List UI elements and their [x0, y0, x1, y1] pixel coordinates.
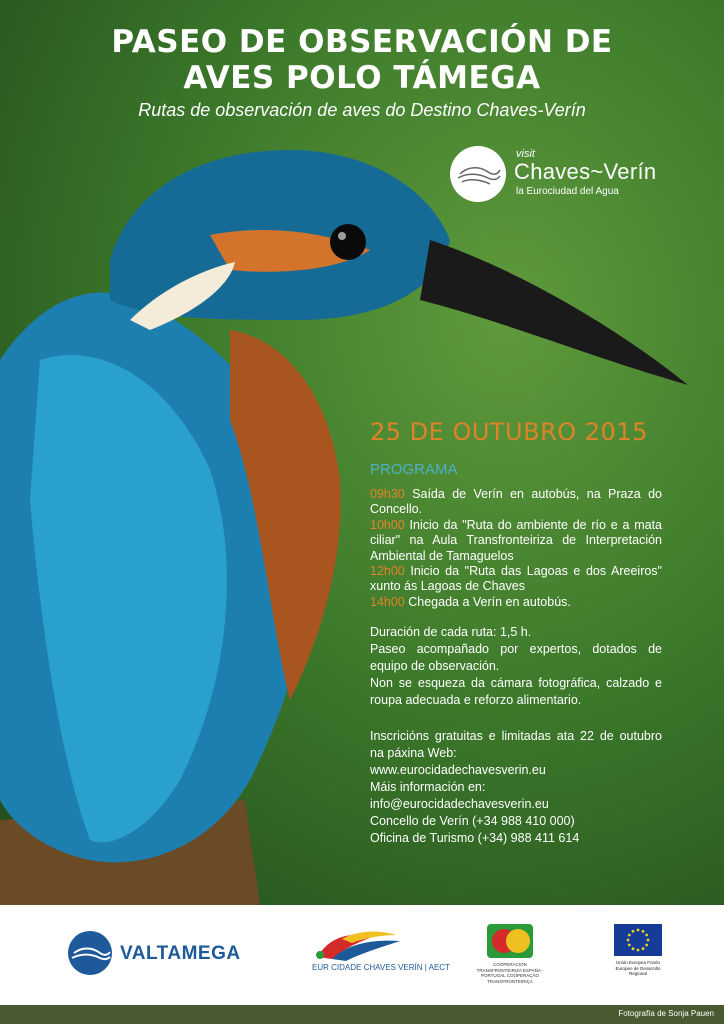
schedule-list	[370, 487, 662, 610]
phone-concello: Concello de Verín (+34 988 410 000)	[370, 814, 575, 828]
phone-turismo: Oficina de Turismo (+34) 988 411 614	[370, 831, 580, 845]
visit-logo-icon	[450, 146, 506, 202]
eurocidade-label: EUR CIDADE CHAVES VERÍN | AECT	[312, 963, 450, 972]
eu-label: Unión Europea Fondo Europeo de Desarrollo Regional	[615, 960, 661, 976]
visit-chaves-verin-logo	[450, 144, 680, 204]
eu-logo	[612, 924, 664, 988]
schedule-time: 14h00	[370, 594, 405, 609]
website-link[interactable]: www.eurocidadechavesverin.eu	[370, 763, 546, 777]
cooperation-icon	[474, 922, 546, 960]
duration-text: Duración de cada ruta: 1,5 h.	[370, 625, 532, 639]
cooperation-label: COOPERACIÓN TRANSFRONTEIRIZA ESPAÑA - PORTUGAL COOPERAÇÃO TRANSFRONTEIRIÇA	[476, 962, 544, 984]
event-date: 25 DE OUTUBRO 2015	[370, 418, 648, 446]
bird-beak	[420, 240, 688, 385]
poster-subtitle: Rutas de observación de aves do Destino Chaves-Verín	[138, 100, 586, 120]
bottom-strip	[0, 1005, 724, 1024]
schedule-time: 09h30	[370, 487, 405, 501]
registration-text: Inscricións gratuitas e limitadas ata 22 de outubro na páxina Web:	[370, 729, 662, 760]
bird-eye	[330, 224, 366, 260]
eurocidade-logo	[312, 927, 450, 979]
email-link[interactable]: info@eurocidadechavesverin.eu	[370, 797, 549, 811]
eurocidade-icon	[312, 927, 404, 963]
valtamega-icon	[68, 931, 112, 975]
schedule-item	[370, 595, 662, 610]
schedule-text: Inicio da "Ruta das Lagoas e dos Areeiros" xunto ás Lagoas de Chaves	[370, 564, 662, 594]
brand-tagline: la Eurociudad del Agua	[516, 186, 619, 197]
schedule-text: Inicio da "Ruta do ambiente de río e a mata ciliar" na Aula Transfronteiriza de Interpretación Ambiental de Tamaguelos	[370, 517, 662, 563]
schedule-time: 12h00	[370, 564, 405, 579]
schedule-text: Saída de Verín en autobús, na Praza do Concello.	[370, 487, 662, 517]
cooperation-logo	[474, 922, 546, 988]
title-line-2: AVES POLO TÁMEGA	[183, 60, 541, 96]
eu-flag-icon	[614, 924, 662, 956]
brand-name: Chaves~Verín	[514, 159, 657, 184]
photo-credit: Fotografía de Sonja Pauen	[618, 1009, 714, 1018]
schedule-text: Chegada a Verín en autobús.	[404, 594, 571, 609]
reminder-text: Non se esqueza da cámara fotográfica, calzado e roupa adecuada e reforzo alimentario.	[370, 676, 662, 707]
program-heading: PROGRAMA	[370, 461, 458, 478]
details-block	[370, 624, 662, 709]
title-line-1: PASEO DE OBSERVACIÓN DE	[111, 24, 613, 60]
contact-block	[370, 728, 662, 847]
schedule-item	[370, 564, 662, 595]
guided-text: Paseo acompañado por expertos, dotados de equipo de observación.	[370, 642, 662, 673]
valtamega-label: VALTAMEGA	[120, 943, 241, 964]
schedule-time: 10h00	[370, 517, 405, 532]
more-info-text: Máis información en:	[370, 780, 486, 794]
schedule-item	[370, 518, 662, 564]
visit-label: visit	[516, 148, 535, 160]
schedule-item	[370, 487, 662, 518]
poster-title	[0, 24, 724, 96]
